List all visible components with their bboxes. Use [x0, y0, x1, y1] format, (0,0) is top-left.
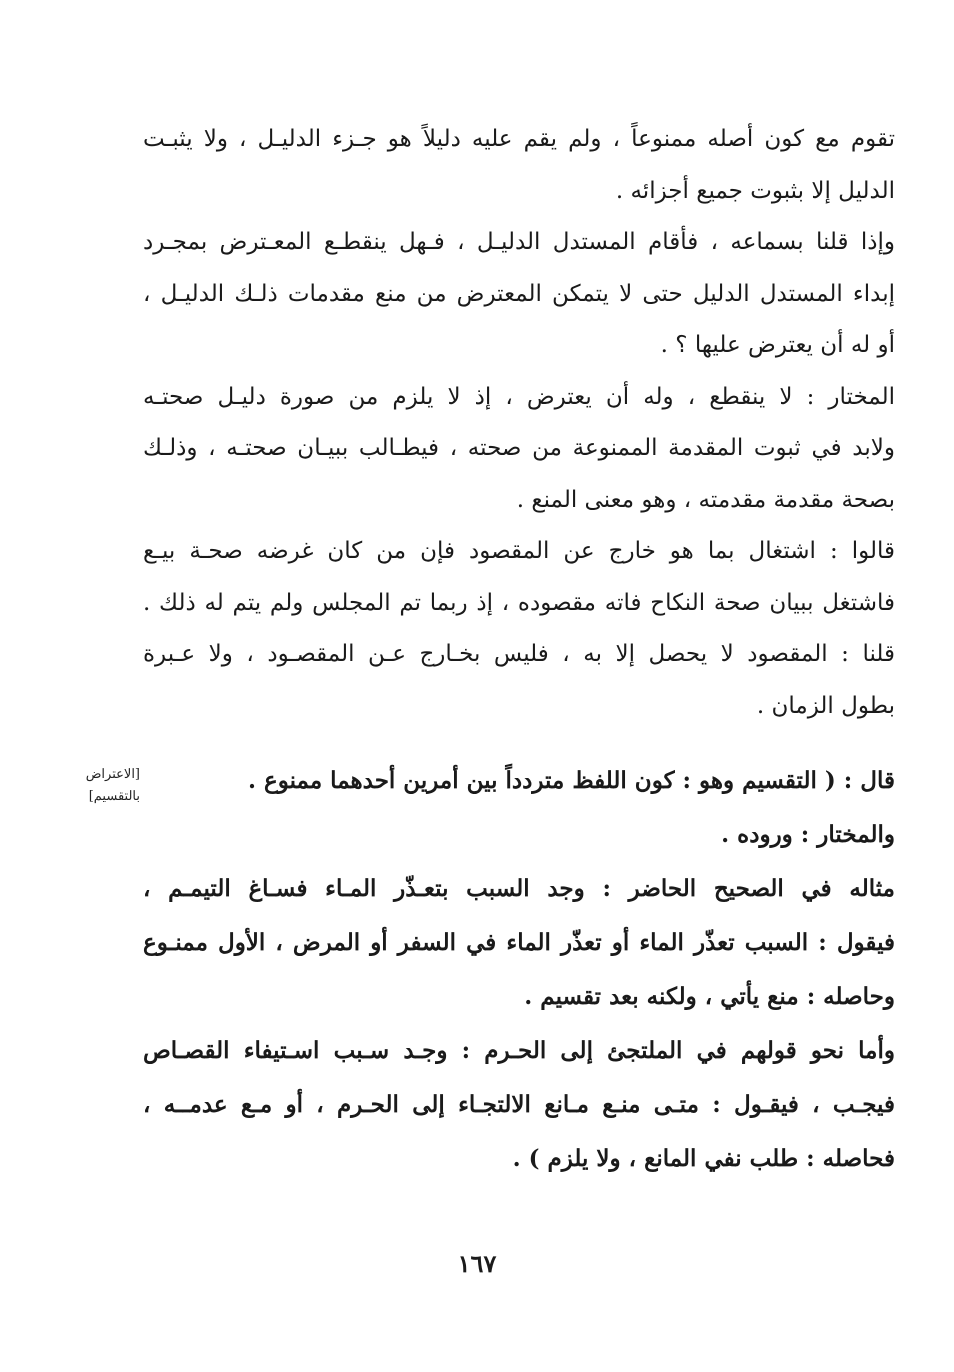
text-line: الدليل إلا بثبوت جميع أجزائه .: [615, 177, 895, 204]
text-line: المختار : لا ينقطع ، وله أن يعترض ، إذ لا يلزم من صورة دليـل صحتـه: [143, 383, 895, 410]
text-line: ولابد في ثبوت المقدمة الممنوعة من صحته ، فيطـالب ببيـان صحتـه ، وذلـك: [143, 435, 895, 461]
text-line: أو له أن يعترض عليها ؟ .: [660, 332, 895, 358]
text-line: تقوم مع كون أصله ممنوعاً ، ولم يقم عليه دليلاً هو جـزء الدليـل ، ولا يثبـت: [143, 126, 895, 152]
bold-text-line: فحاصله : طلب نفي المانع ، ولا يلزم ) .: [512, 1145, 895, 1172]
text-line: قلنا : المقصود لا يحصل إلا به ، فليس بخـارج عـن المقصـود ، ولا عـبرة: [143, 641, 895, 667]
margin-note-line: [الاعتراض: [85, 767, 140, 782]
bold-text-line: فيجـب ، فيقـول : متـى منـع مـانع الالتجـاء إلى الحـرم ، أو مـع عدمــه ،: [143, 1091, 895, 1118]
text-line: وإذا قلنا بسماعه ، فأقام المستدل الدليـل ، فـهل ينقطـع المعـترض بمجـرد: [143, 229, 895, 255]
text-line: بصحة مقدمة مقدمته ، وهو معنى المنع .: [516, 486, 895, 513]
page-number: ١٦٧: [457, 1249, 497, 1278]
bold-text-line: والمختار : وروده .: [721, 821, 895, 848]
text-line: فاشتغل ببيان صحة النكاح فاته مقصوده ، إذ ربما تم المجلس ولم يتم له ذلك .: [143, 589, 895, 616]
bold-text-line: وأما نحو قولهم في الملتجئ إلى الحـرم : وجـد سـبب اسـتيفاء القصـاص: [143, 1037, 895, 1064]
bold-text-line: قال : ( التقسيم وهو : كون اللفظ متردداً بين أمرين أحدهما ممنوع .: [248, 767, 895, 794]
bold-text-line: فيقول : السبب تعذّر الماء أو تعذّر الماء في السفر أو المرض ، الأول ممنـوع: [143, 929, 895, 956]
margin-note-line: بالتقسيم]: [88, 789, 140, 804]
bold-text-line: وحاصله : منع يأتي ، ولكنه بعد تقسيم .: [524, 983, 895, 1010]
text-line: قالوا : اشتغال بما هو خارج عن المقصود فإن من كان غرضه صحـة بيـع: [143, 538, 895, 564]
bold-text-line: مثاله في الصحيح الحاضر : وجد السبب بتعـذّر المـاء فسـاغ التيمـم ،: [143, 875, 895, 902]
quoted-matn-text: [143, 754, 895, 1186]
margin-note: [60, 764, 140, 808]
text-line: إبداء المستدل الدليل حتى لا يتمكن المعترض من منع مقدمات ذلـك الدليـل ،: [143, 280, 895, 307]
body-text: [143, 114, 895, 732]
text-line: بطول الزمان .: [756, 692, 895, 719]
